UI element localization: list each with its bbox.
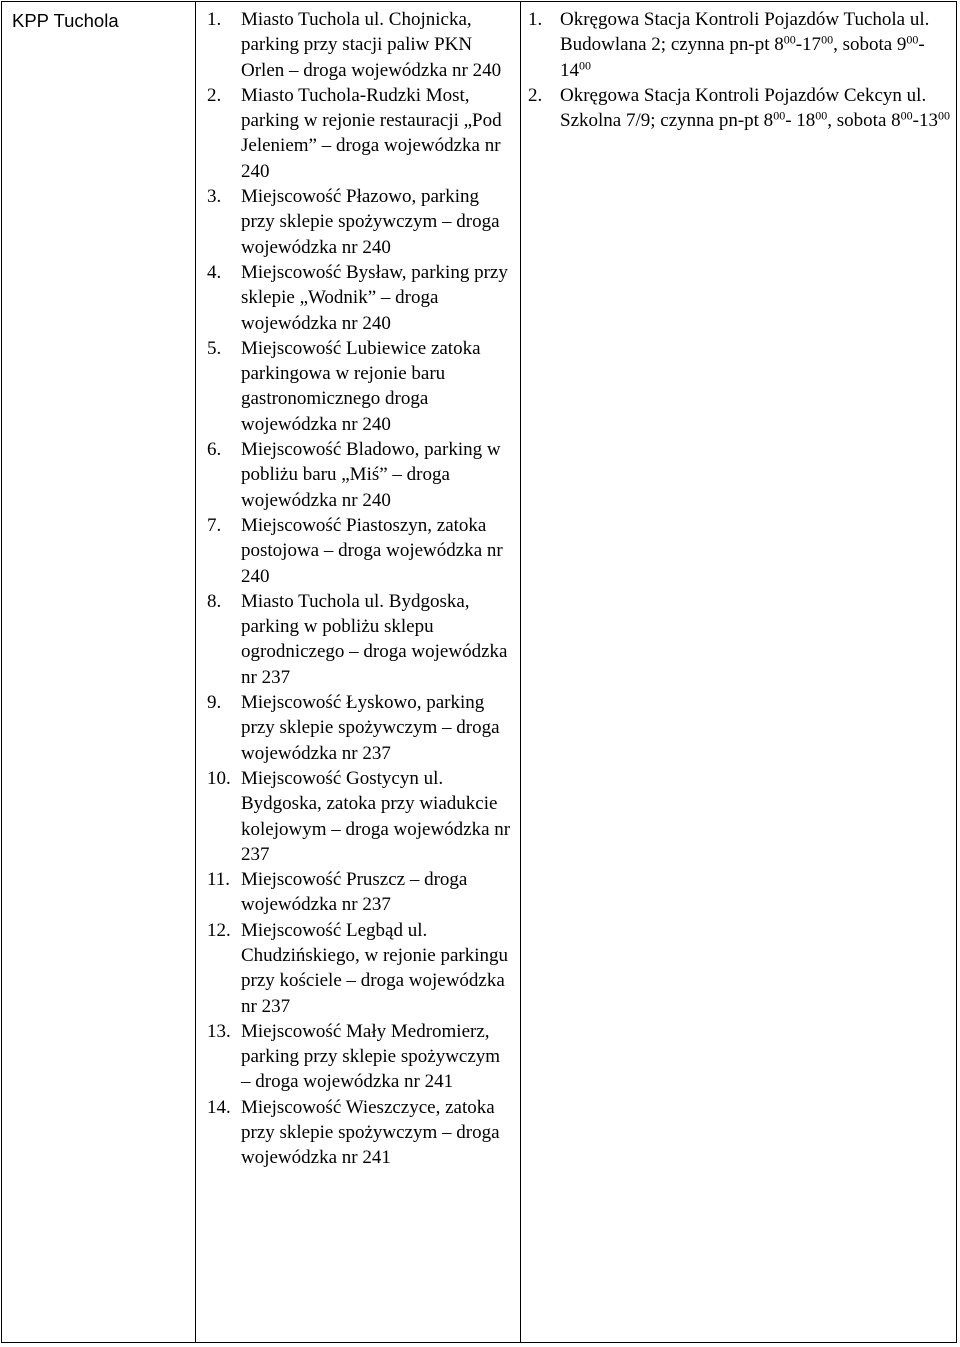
inspection-stations-list: [521, 2, 956, 133]
parking-place-item: [196, 690, 520, 766]
station-text-part: -14: [560, 34, 925, 81]
inspection-station-number: 2.: [528, 84, 543, 106]
table-row: [2, 2, 957, 1343]
parking-place-item: [196, 260, 520, 336]
station-text-part: -17: [795, 34, 822, 56]
hour-minutes: 00: [783, 32, 796, 47]
parking-place-number: 2.: [207, 84, 222, 106]
parking-place-number: 8.: [207, 590, 222, 612]
parking-place-item: [196, 513, 520, 589]
parking-place-number: 12.: [207, 919, 231, 941]
inspection-station-item: [521, 7, 956, 83]
parking-place-number: 7.: [207, 514, 222, 536]
parking-place-number: 6.: [207, 439, 222, 461]
parking-place-text: Miejscowość Bysław, parking przy sklepie „Wodnik” – droga wojewódzka nr 240: [241, 261, 508, 334]
parking-place-item: [196, 589, 520, 690]
parking-place-item: [196, 1019, 520, 1095]
parking-place-item: [196, 437, 520, 513]
parking-places-cell: [196, 2, 521, 1343]
parking-place-number: 14.: [207, 1096, 231, 1118]
unit-cell: [2, 2, 196, 1343]
hour-minutes: 00: [773, 108, 786, 123]
parking-place-number: 13.: [207, 1020, 231, 1042]
parking-place-number: 5.: [207, 337, 222, 359]
hour-minutes: 00: [815, 108, 828, 123]
parking-place-text: Miejscowość Łyskowo, parking przy sklepie spożywczym – droga wojewódzka nr 237: [241, 692, 500, 764]
parking-place-item: [196, 184, 520, 260]
station-text-part: Okręgowa Stacja Kontroli Pojazdów Cekcyn ul. Szkolna 7/9; czynna pn-pt 8: [560, 84, 927, 132]
parking-place-item: [196, 83, 520, 184]
inspection-station-number: 1.: [528, 9, 543, 30]
hour-minutes: 00: [937, 108, 950, 123]
station-text-part: Okręgowa Stacja Kontroli Pojazdów Tuchola ul. Budowlana 2; czynna pn-pt 8: [560, 9, 930, 56]
inspection-station-text: [560, 85, 950, 131]
parking-place-text: Miejscowość Legbąd ul. Chudzińskiego, w rejonie parkingu przy kościele – droga wojewódzka nr 237: [241, 919, 509, 1017]
parking-place-item: [196, 918, 520, 1019]
inspection-station-text: [560, 9, 929, 81]
inspection-stations-cell: [521, 2, 957, 1343]
parking-place-text: Miejscowość Wieszczyce, zatoka przy sklepie spożywczym – droga wojewódzka nr 241: [241, 1096, 500, 1169]
inspection-station-item: [521, 83, 956, 134]
parking-place-number: 10.: [207, 767, 231, 789]
parking-place-text: Miejscowość Piastoszyn, zatoka postojowa – droga wojewódzka nr 240: [241, 514, 503, 587]
parking-place-text: Miasto Tuchola ul. Bydgoska, parking w pobliżu sklepu ogrodniczego – droga wojewódzka nr 237: [241, 590, 508, 688]
station-text-part: , sobota 9: [833, 34, 907, 56]
parking-place-text: Miejscowość Bladowo, parking w pobliżu baru „Miś” – droga wojewódzka nr 240: [241, 439, 501, 511]
station-text-part: - 18: [785, 110, 816, 132]
parking-place-number: 4.: [207, 261, 222, 283]
hour-minutes: 00: [906, 32, 919, 47]
hour-minutes: 00: [821, 32, 834, 47]
parking-places-list: [196, 2, 520, 1171]
parking-place-text: Miejscowość Mały Medromierz, parking przy sklepie spożywczym – droga wojewódzka nr 241: [241, 1020, 501, 1093]
parking-place-number: 11.: [207, 869, 231, 891]
parking-place-item: [196, 7, 520, 83]
parking-place-text: Miejscowość Lubiewice zatoka parkingowa w rejonie baru gastronomicznego droga wojewódzka nr 240: [241, 337, 481, 435]
parking-place-number: 9.: [207, 692, 222, 714]
hour-minutes: 00: [579, 58, 591, 72]
parking-place-text: Miejscowość Gostycyn ul. Bydgoska, zatoka przy wiadukcie kolejowym – droga wojewódzka nr 237: [241, 767, 511, 865]
station-text-part: -13: [912, 110, 938, 132]
parking-place-item: [196, 1095, 520, 1171]
station-text-part: , sobota 8: [827, 110, 901, 132]
checkpoint-table: [1, 1, 957, 1343]
parking-place-item: [196, 867, 520, 918]
parking-place-number: 1.: [207, 9, 222, 30]
parking-place-text: Miasto Tuchola ul. Chojnicka, parking przy stacji paliw PKN Orlen – droga wojewódzka nr 240: [241, 9, 502, 81]
parking-place-text: Miejscowość Pruszcz – droga wojewódzka nr 237: [241, 869, 468, 916]
parking-place-text: Miejscowość Płazowo, parking przy sklepie spożywczym – droga wojewódzka nr 240: [241, 186, 500, 258]
unit-label: KPP Tuchola: [12, 10, 119, 31]
parking-place-item: [196, 336, 520, 437]
parking-place-item: [196, 766, 520, 867]
parking-place-text: Miasto Tuchola-Rudzki Most, parking w rejonie restauracji „Pod Jeleniem” – droga wojewódzka nr 240: [241, 84, 502, 182]
hour-minutes: 00: [900, 108, 913, 123]
parking-place-number: 3.: [207, 186, 222, 208]
